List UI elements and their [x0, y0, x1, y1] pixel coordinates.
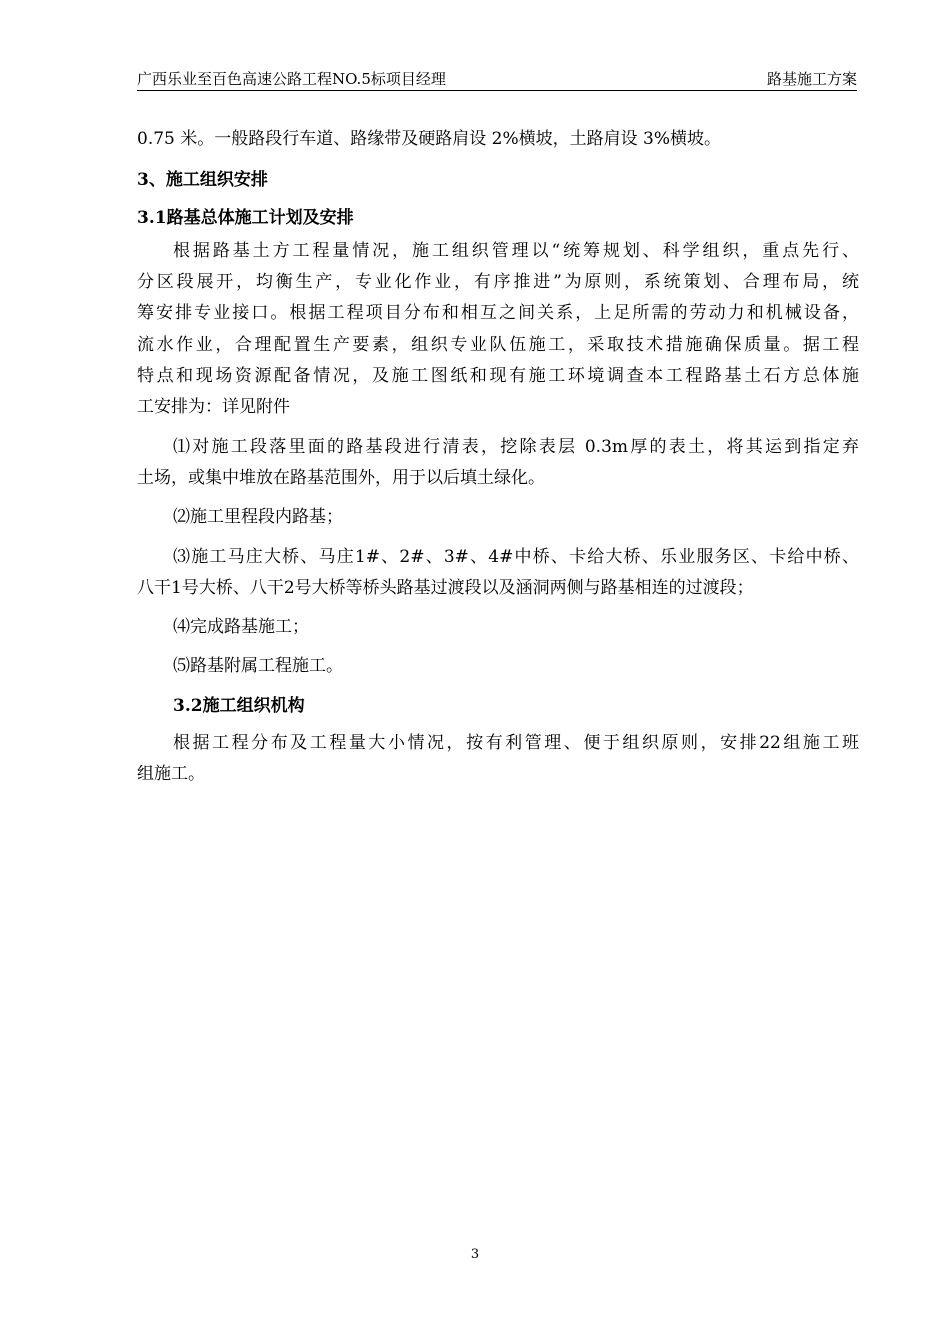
- paragraph-line: 特点和现场资源配备情况，及施工图纸和现有施工环境调查本工程路基土石方总体施: [137, 366, 859, 387]
- list-item-3-continued: 八干1号大桥、八干2号大桥等桥头路基过渡段以及涵洞两侧与路基相连的过渡段；: [137, 577, 754, 598]
- page-header: [137, 66, 857, 91]
- list-item-5: ⑸路基附属工程施工。: [173, 656, 343, 677]
- subsection-heading: 3.2施工组织机构: [173, 695, 305, 716]
- subsection-heading: 3.1路基总体施工计划及安排: [137, 207, 354, 228]
- paragraph-line: 根据工程分布及工程量大小情况，按有利管理、便于组织原则，安排22组施工班: [173, 733, 859, 754]
- paragraph-line: 0.75 米。一般路段行车道、路缘带及硬路肩设 2%横坡，土路肩设 3%横坡。: [137, 129, 722, 149]
- document-body: [137, 124, 859, 791]
- paragraph-line: 根据路基土方工程量情况，施工组织管理以“统筹规划、科学组织，重点先行、: [173, 240, 859, 261]
- page-number: 3: [470, 1247, 480, 1262]
- list-item-2: ⑵施工里程段内路基；: [173, 507, 343, 528]
- list-item-1-continued: 土场，或集中堆放在路基范围外，用于以后填土绿化。: [137, 467, 545, 488]
- paragraph-line: 分区段展开，均衡生产，专业化作业，有序推进”为原则，系统策划、合理布局，统: [137, 272, 859, 293]
- list-item-4: ⑷完成路基施工；: [173, 617, 309, 638]
- header-project-title: 广西乐业至百色高速公路工程NO.5标项目经理: [137, 70, 446, 88]
- paragraph-line: 筹安排专业接口。根据工程项目分布和相互之间关系，上足所需的劳动力和机械设备，: [137, 303, 859, 324]
- list-item-3: ⑶施工马庄大桥、马庄1#、2#、3#、4#中桥、卡给大桥、乐业服务区、卡给中桥、: [173, 546, 859, 567]
- paragraph-line: 流水作业，合理配置生产要素，组织专业队伍施工，采取技术措施确保质量。据工程: [137, 334, 859, 355]
- header-document-title: 路基施工方案: [766, 70, 857, 88]
- paragraph-line: 工安排为：详见附件: [137, 397, 290, 418]
- list-item-1: ⑴对施工段落里面的路基段进行清表，挖除表层 0.3m厚的表土，将其运到指定弃: [173, 436, 859, 457]
- section-heading: 3、施工组织安排: [137, 170, 268, 191]
- paragraph-line: 组施工。: [137, 764, 205, 785]
